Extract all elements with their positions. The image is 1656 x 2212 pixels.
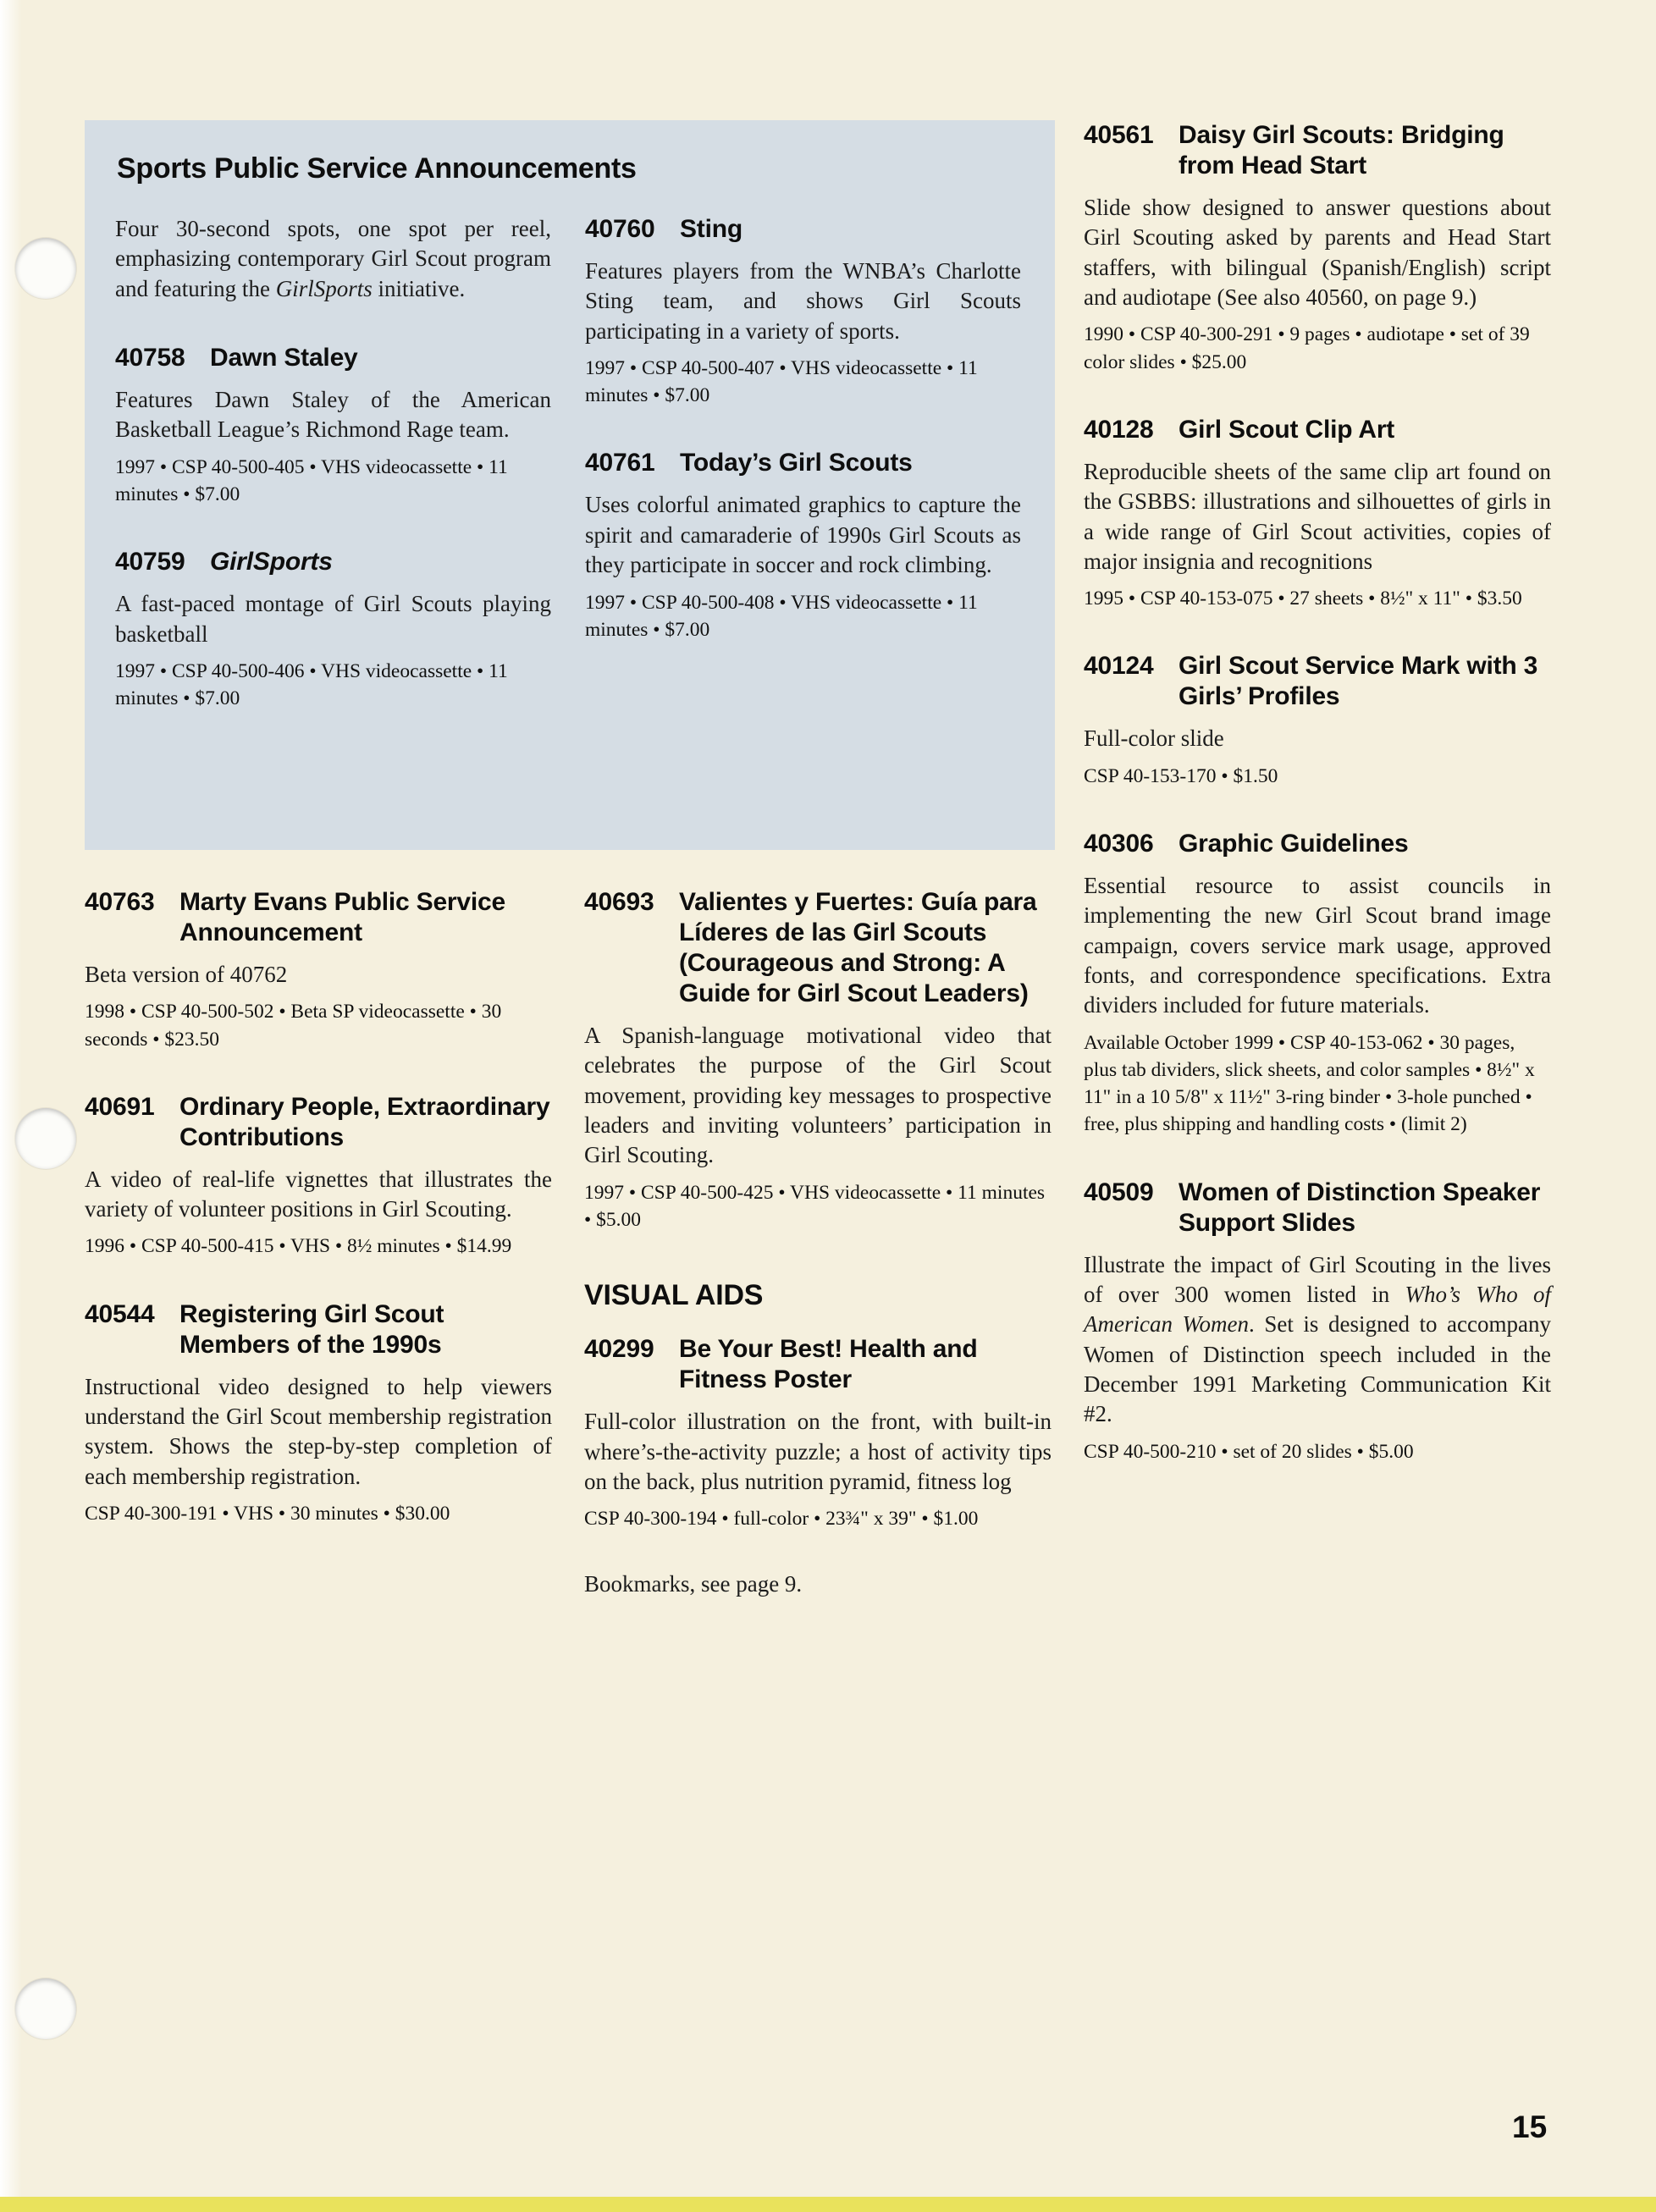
sports-psa-box — [85, 120, 1055, 850]
item-title-text: Women of Distinction Speaker Support Slides — [1179, 1178, 1541, 1237]
item-specs: CSP 40-300-191 • VHS • 30 minutes • $30.00 — [85, 1503, 450, 1525]
item-specs: 1997 • CSP 40-500-425 • VHS videocassette • 11 minutes • $5.00 — [584, 1181, 1046, 1231]
sports-box-title: Sports Public Service Announcements — [117, 152, 637, 185]
item-specs: Available October 1999 • CSP 40-153-062 • 30 pages, plus tab dividers, slick sheets, and color samples • 8½" x 11" in a 10 5/8" x 11½" 3-ring binder • 3-hole punched • free, plus shipping and handling costs • (limit 2) — [1084, 1031, 1535, 1136]
item-heading — [1084, 415, 1551, 445]
item-description-pre: Illustrate the impact of Girl Scouting in the lives of over 300 women listed in — [1084, 1251, 1551, 1307]
item-heading — [115, 547, 551, 577]
item-heading — [585, 448, 1021, 478]
item-specs: 1997 • CSP 40-500-405 • VHS videocassette • 11 minutes • $7.00 — [115, 455, 508, 505]
item-specs: 1990 • CSP 40-300-291 • 9 pages • audiotape • set of 39 color slides • $25.00 — [1084, 323, 1530, 373]
item-number: 40693 — [584, 888, 654, 916]
item-number: 40561 — [1084, 121, 1154, 149]
item-number: 40691 — [85, 1092, 155, 1121]
item-description: A Spanish-language motivational video that celebrates the purpose of the Girl Scout movement, providing key messages to prospective leaders and inviting volunteers’ participation in Girl Scouting. — [584, 1023, 1052, 1168]
column-right — [1084, 120, 1551, 1465]
item-title-text — [210, 547, 551, 577]
item-number: 40128 — [1084, 415, 1154, 444]
column-left — [85, 887, 552, 1527]
catalog-item-40124 — [1084, 651, 1551, 790]
sports-box-col-left — [115, 214, 551, 712]
item-number: 40124 — [1084, 652, 1154, 681]
catalog-item-40763 — [85, 887, 552, 1053]
catalog-item-40128 — [1084, 415, 1551, 613]
item-number: 40509 — [1084, 1178, 1154, 1206]
catalog-item-40509 — [1084, 1178, 1551, 1465]
item-heading — [85, 887, 552, 948]
item-heading — [115, 343, 551, 373]
catalog-item-40561 — [1084, 120, 1551, 376]
sports-intro — [115, 214, 551, 304]
item-title-text: Today’s Girl Scouts — [680, 449, 913, 477]
item-title-text: Valientes y Fuertes: Guía para Líderes de las Girl Scouts (Courageous and Strong: A Guide for Girl Scout Leaders) — [679, 888, 1037, 1007]
item-heading — [585, 214, 1021, 245]
sports-intro-pre: Four 30-second spots, one spot per reel, emphasizing contemporary Girl Scout program and featuring the — [115, 216, 551, 301]
sports-box-columns — [115, 214, 1024, 712]
visual-aids-heading: VISUAL AIDS — [584, 1279, 764, 1312]
item-number: 40306 — [1084, 829, 1154, 858]
item-title-text: Marty Evans Public Service Announcement — [179, 888, 505, 946]
catalog-item-40693 — [584, 887, 1052, 1233]
item-description: Full-color slide — [1084, 725, 1224, 752]
item-specs: 1997 • CSP 40-500-406 • VHS videocassette • 11 minutes • $7.00 — [115, 659, 508, 710]
catalog-item-40761 — [585, 448, 1021, 643]
item-specs: 1995 • CSP 40-153-075 • 27 sheets • 8½" x 11" • $3.50 — [1084, 587, 1522, 610]
scan-left-edge — [0, 0, 22, 2212]
item-title-text: Registering Girl Scout Members of the 1990s — [179, 1299, 444, 1359]
item-description: Instructional video designed to help viewers understand the Girl Scout membership registration system. Shows the step-by-step completion of each membership registration. — [85, 1373, 552, 1489]
item-specs: CSP 40-500-210 • set of 20 slides • $5.00 — [1084, 1440, 1414, 1463]
item-description-italic: Who’s Who of American Women — [1084, 1281, 1551, 1338]
sports-intro-post: initiative. — [372, 275, 466, 301]
item-heading — [85, 1092, 552, 1153]
item-specs: 1996 • CSP 40-500-415 • VHS • 8½ minutes • $14.99 — [85, 1235, 512, 1258]
item-description: A fast-paced montage of Girl Scouts playing basketball — [115, 591, 551, 647]
item-number: 40761 — [585, 449, 655, 477]
item-description: Uses colorful animated graphics to capture the spirit and camaraderie of 1990s Girl Scouts as they participate in soccer and rock climbing. — [585, 492, 1021, 578]
catalog-item-40544 — [85, 1299, 552, 1528]
punch-hole-top — [15, 238, 76, 299]
catalog-item-40299 — [584, 1334, 1052, 1532]
item-description: Features Dawn Staley of the American Basketball League’s Richmond Rage team. — [115, 387, 551, 443]
item-heading — [1084, 120, 1551, 181]
item-heading — [85, 1299, 552, 1360]
catalog-item-40758 — [115, 343, 551, 508]
item-title-text: Girl Scout Service Mark with 3 Girls’ Profiles — [1179, 652, 1538, 711]
item-description: Reproducible sheets of the same clip art found on the GSBBS: illustrations and silhouettes of girls in a wide range of Girl Scout activities, copies of major insignia and recognitions — [1084, 458, 1551, 574]
item-heading — [1084, 829, 1551, 859]
item-title-text: Girl Scout Clip Art — [1179, 415, 1395, 444]
item-description-post: . Set is designed to accompany Women of Distinction speech included in the December 1991 Marketing Communication Kit #2. — [1084, 1311, 1551, 1427]
item-title-text: Be Your Best! Health and Fitness Poster — [679, 1335, 978, 1394]
item-description: Essential resource to assist councils in implementing the new Girl Scout brand image campaign, covers service mark usage, approved fonts, and correspondence specifications. Extra dividers included for future materials. — [1084, 872, 1551, 1018]
item-heading — [584, 1334, 1052, 1395]
item-description: A video of real-life vignettes that illustrates the variety of volunteer positions in Girl Scouting. — [85, 1166, 552, 1222]
item-title-text: Sting — [680, 215, 742, 243]
item-title-text: Dawn Staley — [210, 344, 358, 372]
scan-bottom-strip — [0, 2197, 1656, 2212]
catalog-item-40759 — [115, 547, 551, 712]
item-description: Features players from the WNBA’s Charlotte Sting team, and shows Girl Scouts participating in a variety of sports. — [585, 258, 1021, 344]
item-specs: 1998 • CSP 40-500-502 • Beta SP videocassette • 30 seconds • $23.50 — [85, 1001, 502, 1051]
item-heading — [1084, 1178, 1551, 1238]
page-number: 15 — [1512, 2110, 1548, 2144]
item-title-text: Ordinary People, Extraordinary Contributions — [179, 1092, 550, 1151]
item-heading — [584, 887, 1052, 1009]
item-specs: 1997 • CSP 40-500-408 • VHS videocassette • 11 minutes • $7.00 — [585, 591, 978, 641]
item-number: 40763 — [85, 888, 155, 916]
item-number: 40760 — [585, 215, 655, 243]
item-number: 40758 — [115, 344, 185, 372]
item-title-text: Daisy Girl Scouts: Bridging from Head Start — [1179, 121, 1504, 179]
catalog-item-40691 — [85, 1092, 552, 1260]
item-title-italic: GirlSports — [210, 548, 333, 576]
item-number: 40544 — [85, 1299, 155, 1328]
item-description: Slide show designed to answer questions about Girl Scouting asked by parents and Head Start staffers, with bilingual (Spanish/English) script and audiotape (See also 40560, on page 9.) — [1084, 195, 1551, 311]
column-middle — [584, 887, 1052, 1597]
item-specs: CSP 40-153-170 • $1.50 — [1084, 764, 1278, 787]
sports-box-col-right — [585, 214, 1021, 712]
item-number: 40299 — [584, 1335, 654, 1364]
bookmarks-note: Bookmarks, see page 9. — [584, 1571, 803, 1597]
catalog-item-40760 — [585, 214, 1021, 409]
punch-hole-bottom — [15, 1978, 76, 2039]
item-specs: 1997 • CSP 40-500-407 • VHS videocassette • 11 minutes • $7.00 — [585, 357, 978, 407]
item-heading — [1084, 651, 1551, 712]
punch-hole-middle — [15, 1108, 76, 1169]
item-description: Beta version of 40762 — [85, 962, 288, 987]
item-description — [1084, 1250, 1551, 1430]
sports-intro-italic: GirlSports — [275, 275, 373, 301]
item-specs: CSP 40-300-194 • full-color • 23¾" x 39" • $1.00 — [584, 1508, 979, 1531]
item-number: 40759 — [115, 548, 185, 576]
item-description: Full-color illustration on the front, with built-in where’s-the-activity puzzle; a host of activity tips on the back, plus nutrition pyramid, fitness log — [584, 1409, 1052, 1494]
item-title-text: Graphic Guidelines — [1179, 829, 1409, 858]
catalog-item-40306 — [1084, 829, 1551, 1139]
